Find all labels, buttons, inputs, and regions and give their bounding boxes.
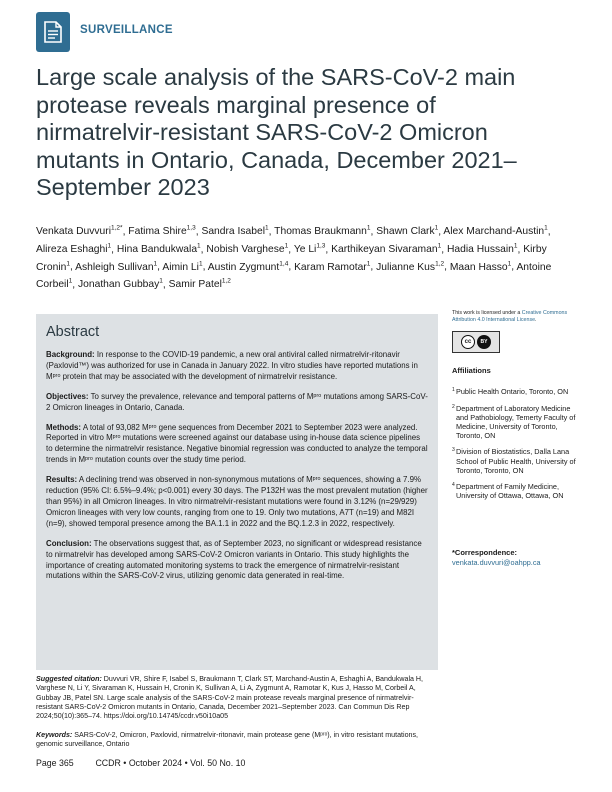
abstract-box <box>36 314 438 670</box>
author: Ashleigh Sullivan$^1$ <box>75 260 158 273</box>
author: Sandra Isabel$^1$ <box>201 225 269 238</box>
author: Maan Hasso$^1$ <box>449 260 512 273</box>
section-label: SURVEILLANCE <box>80 24 173 36</box>
affiliation-item: 4 Department of Family Medicine, University of Ottawa, Ottawa, ON <box>452 482 564 501</box>
author: Hadia Hussain$^1$ <box>446 242 518 256</box>
article-title: Large scale analysis of the SARS-CoV-2 main protease reveals marginal presence of nirmatrelvir-resistant SARS-CoV-2 Omicron mutants in Ontario, Canada, December 2021–September 2023 <box>36 64 517 200</box>
author: Julianne Kus$^{1,2}$ <box>376 260 445 273</box>
page-number: Page 365 <box>36 758 74 768</box>
author: Antoine Corbeil$^1$ <box>36 261 552 291</box>
by-icon: BY <box>477 335 491 349</box>
author: Nobish Varghese$^1$ <box>206 242 289 256</box>
author: Karthikeyan Sivaraman$^1$ <box>331 242 442 256</box>
abstract-conclusion: Conclusion: The observations suggest that, as of September 2023, no significant or widespread resistance to nirmatrelvir has developed among SARS-CoV-2 Omicron variants in Ontario. This study highlights the importance of creating automated monitoring systems to track the emergence of nirmatrelvir-resistant mutations within the SARS-CoV-2 virus, utilizing genomic data generated in real-time. <box>46 538 422 581</box>
sidebar <box>452 310 580 567</box>
author-list: Venkata Duvvuri$^{1,2*}$, Fatima Shire$^{1,3}$, Sandra Isabel$^1$, Thomas Braukmann$^1$, Shawn Clark$^1$, Alex Marchand-Austin$^1$, Alireza Eshaghi$^1$, Hina Bandukwala$^1$, Nobish Varghese$^1$, Ye Li$^{1,3}$, Karthikeyan Sivaraman$^1$, Hadia Hussain$^1$, Kirby Cronin$^1$, Ashleigh Sullivan$^1$, Aimin Li$^1$, Austin Zygmunt$^{1,4}$, Karam Ramotar$^1$, Julianne Kus$^{1,2}$, Maan Hasso$^1$, Antoine Corbeil$^1$, Jonathan Gubbay$^1$, Samir Patel$^{1,2}$ <box>36 225 552 291</box>
affiliation-item: 1 Public Health Ontario, Toronto, ON <box>452 387 569 397</box>
affiliation-item: 3 Division of Biostatistics, Dalla Lana School of Public Health, University of Toronto, Toronto, ON <box>452 447 576 475</box>
abstract-results: Results: A declining trend was observed in non-synonymous mutations of Mᵖʳᵒ sequences, showing a 7.9% reduction (95% CI: 6.5%–9.4%; p<0.001) every 30 days. The P132H was the most prevalent mutation (higher than 95%) in all Omicron lineages. In vitro nirmatrelvir-resistant mutations were found in 3.12% (n=29/929) Omicron lineages with very low counts, ranging from one to 19. Only two mutations, A7T (n=19) and M82I (n=9), showed temporal presence among the BA.1.1 in 2022 and the BQ.1.2.3 in 2022, respectively. <box>46 475 428 528</box>
keywords: Keywords: SARS-CoV-2, Omicron, Paxlovid, nirmatrelvir-ritonavir, main protease gene (Mᵖʳᵒ), in vitro resistant mutations, genomic surveillance, Ontario <box>36 731 418 749</box>
affiliation-item: 2 Department of Laboratory Medicine and Pathobiology, Temerty Faculty of Medicine, University of Toronto, Toronto, ON <box>452 403 576 441</box>
abstract-methods: Methods: A total of 93,082 Mᵖʳᵒ gene sequences from December 2021 to September 2023 were analyzed. Reported in vitro Mᵖʳᵒ mutations were screened against our database using in-house data science pipelines to determine the nirmatrelvir resistance. Negative binomial regression was conducted to analyze the temporal trends in Mᵖʳᵒ mutation counts over the study time period. <box>46 422 428 465</box>
author: Austin Zygmunt$^{1,4}$ <box>207 260 289 273</box>
correspondence-heading: *Correspondence: <box>452 548 518 558</box>
author: Alireza Eshaghi$^1$ <box>36 242 112 256</box>
author: Kirby Cronin$^1$ <box>36 244 547 273</box>
author: Jonathan Gubbay$^1$ <box>77 277 163 291</box>
journal-info: CCDR • October 2024 • Vol. 50 No. 10 <box>95 758 246 768</box>
license-link[interactable]: Creative Commons Attribution 4.0 International License <box>452 310 568 323</box>
cc-icon: cc <box>461 335 475 349</box>
author: Venkata Duvvuri$^{1,2*}$ <box>36 225 123 238</box>
author: Aimin Li$^1$ <box>162 260 203 273</box>
affiliations-heading: Affiliations <box>452 366 491 376</box>
author: Ye Li$^{1,3}$ <box>293 242 326 256</box>
page-footer <box>36 758 245 768</box>
author: Fatima Shire$^{1,3}$ <box>128 225 196 238</box>
author: Samir Patel$^{1,2}$ <box>168 277 231 291</box>
suggested-citation: Suggested citation: Duvvuri VR, Shire F, Isabel S, Braukmann T, Clark ST, Marchand-Austin A, Eshaghi A, Bandukwala H, Varghese N, Li Y, Sivaraman K, Hussain H, Cronin K, Sullivan A, Li A, Zygmunt A, Ramotar K, Kus J, Hasso M, Corbeil A, Gubbay JB, Patel SN. Large scale analysis of the SARS-CoV-2 main protease reveals marginal presence of nirmatrelvir-resistant SARS-CoV-2 Omicron mutants in Ontario, Canada, December 2021–September 2023. Can Commun Dis Rep 2024;50(10):365–74. https://doi.org/10.14745/ccdr.v50i10a05 <box>36 675 424 721</box>
author: Alex Marchand-Austin$^1$ <box>443 225 548 238</box>
author: Shawn Clark$^1$ <box>376 225 439 238</box>
correspondence-email[interactable]: venkata.duvvuri@oahpp.ca <box>452 557 541 567</box>
abstract-background: Background: In response to the COVID-19 pandemic, a new oral antiviral called nirmatrelvir-ritonavir (Paxlovid™) was authorized for use in Canada in January 2022. In vitro studies have reported mutations in Mᵖʳᵒ protein that may be associated with the development of nirmatrelvir resistance. <box>46 350 418 381</box>
license-notice: This work is licensed under a Creative Commons Attribution 4.0 International License. <box>452 310 568 323</box>
author: Thomas Braukmann$^1$ <box>274 225 371 238</box>
affiliations-list <box>452 387 580 500</box>
author: Karam Ramotar$^1$ <box>294 260 371 273</box>
cc-by-badge[interactable] <box>452 331 500 353</box>
document-icon <box>36 12 70 52</box>
author: Hina Bandukwala$^1$ <box>116 242 201 256</box>
abstract-objectives: Objectives: To survey the prevalence, relevance and temporal patterns of Mᵖʳᵒ mutations among SARS-CoV-2 Omicron lineages in Ontario, Canada. <box>46 391 428 412</box>
abstract-heading: Abstract <box>46 324 100 340</box>
